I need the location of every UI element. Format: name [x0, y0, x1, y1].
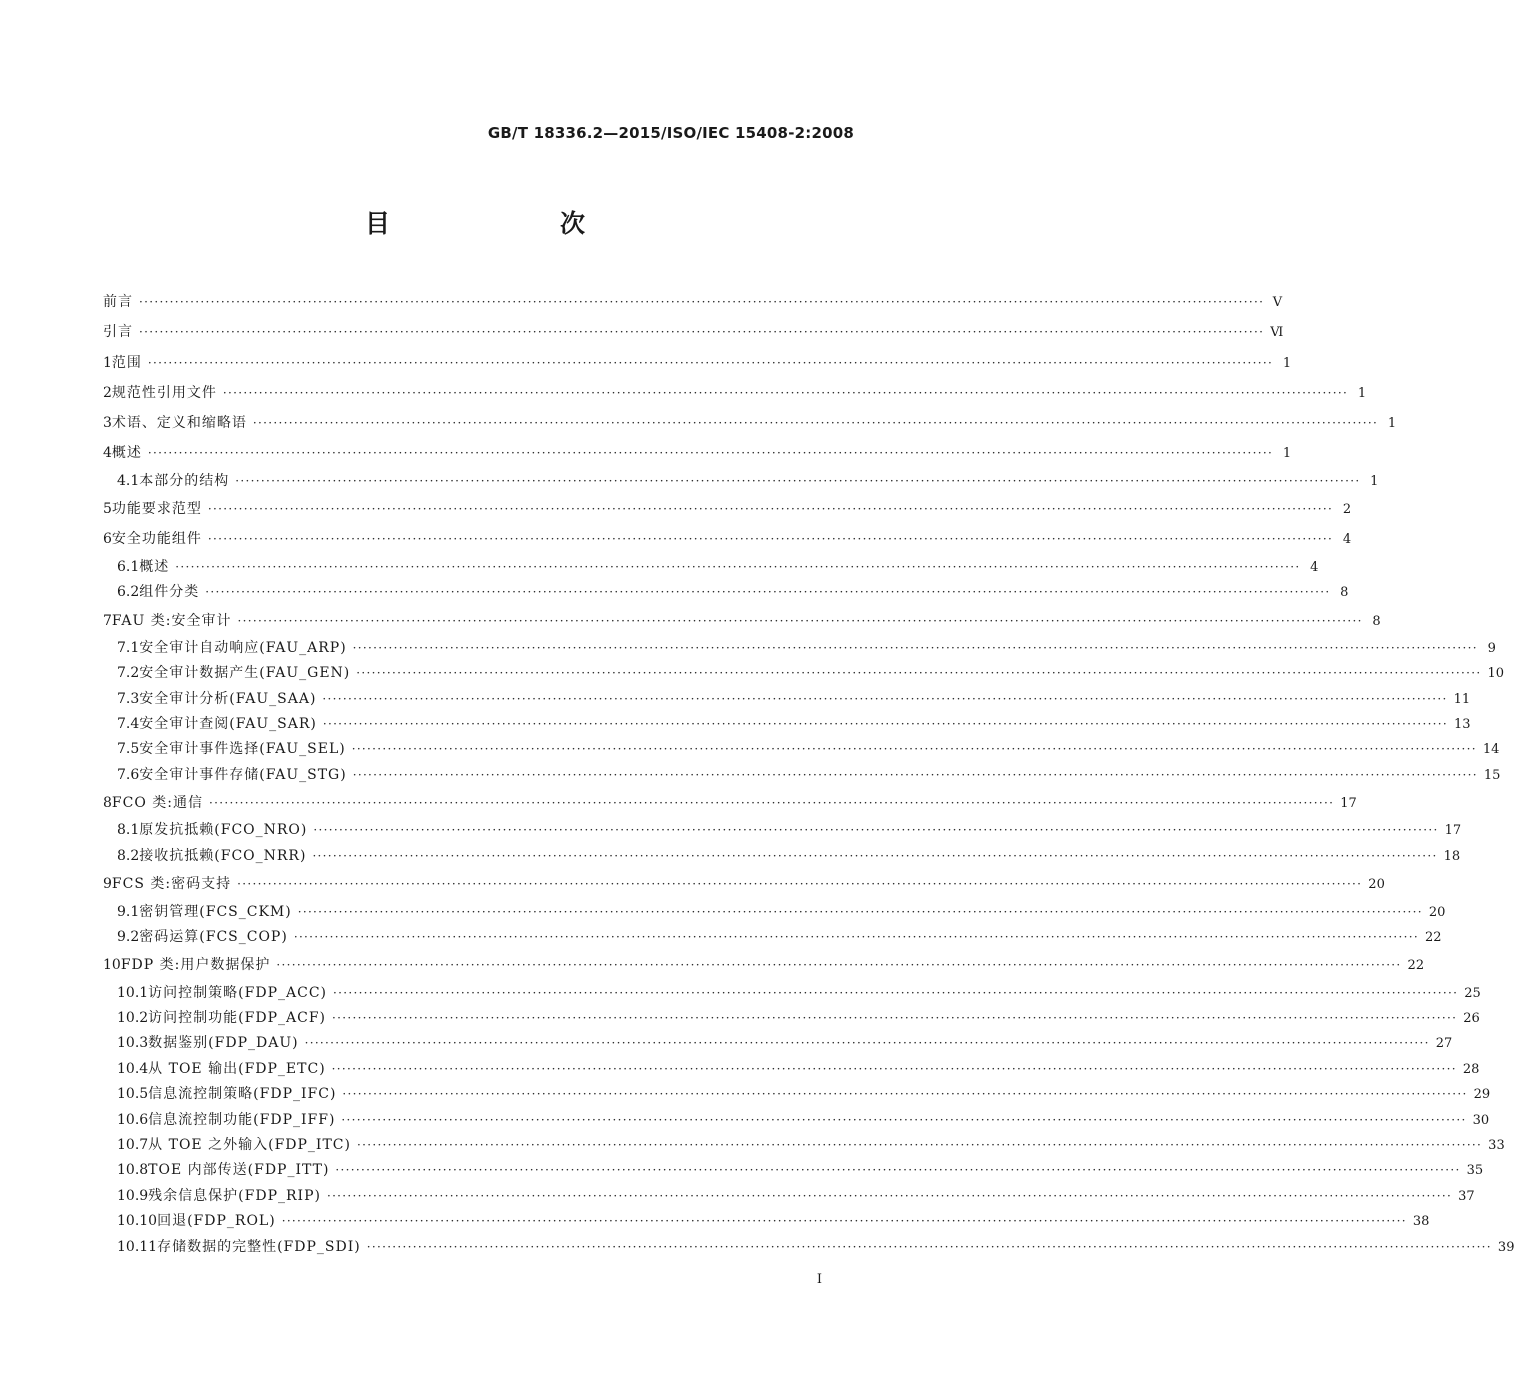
- toc-entry-page: 11: [1453, 691, 1471, 707]
- toc-dot-leader: ····························································································································································································································: [147, 355, 1274, 370]
- toc-dot-leader: ····························································································································································································································: [207, 502, 1334, 517]
- toc-entry-title: TOE 内部传送(FDP_ITT): [148, 1162, 330, 1179]
- toc-entry-page: 8: [1372, 613, 1381, 629]
- toc-dot-leader: ····························································································································································································································: [331, 1061, 1457, 1076]
- toc-entry-number: 10.9: [117, 1187, 149, 1204]
- toc-entry-number: 10.5: [117, 1086, 149, 1103]
- toc-dot-leader: ····························································································································································································································: [322, 717, 1449, 732]
- toc-dot-leader: ····························································································································································································································: [304, 1036, 1430, 1051]
- toc-entry[interactable]: [103, 1158, 1484, 1183]
- toc-entry[interactable]: [103, 869, 1385, 899]
- toc-dot-leader: ····························································································································································································································: [147, 446, 1274, 461]
- toc-dot-leader: ····························································································································································································································: [281, 1214, 1407, 1229]
- toc-entry-page: 1: [1370, 473, 1379, 489]
- toc-dot-leader: ····························································································································································································································: [209, 796, 1335, 811]
- toc-dot-leader: ····························································································································································································································: [205, 585, 1331, 600]
- toc-entry[interactable]: [103, 925, 1442, 950]
- toc-entry[interactable]: [103, 788, 1357, 818]
- toc-entry-number: 9: [103, 876, 112, 893]
- toc-entry[interactable]: [103, 900, 1446, 925]
- toc-entry-page: 22: [1425, 929, 1442, 945]
- toc-entry-page: 29: [1473, 1087, 1491, 1103]
- toc-entry-page: 27: [1435, 1036, 1453, 1052]
- toc-entry-number: 7: [103, 612, 112, 629]
- toc-entry-title: 范围: [111, 354, 142, 371]
- toc-entry-page: 1: [1387, 416, 1397, 432]
- toc-entry-page: 4: [1310, 559, 1319, 575]
- toc-dot-leader: ····························································································································································································································: [356, 1137, 1483, 1152]
- toc-entry-page: 39: [1497, 1239, 1514, 1255]
- toc-entry-page: 8: [1340, 585, 1349, 601]
- toc-entry-page: 9: [1487, 640, 1496, 656]
- toc-dot-leader: ····························································································································································································································: [313, 823, 1439, 838]
- toc-entry-number: 4.1: [117, 472, 140, 489]
- toc-entry[interactable]: [103, 1057, 1480, 1082]
- toc-entry-number: 6: [103, 531, 112, 548]
- toc-entry-page: 4: [1342, 532, 1352, 548]
- toc-dot-leader: ····························································································································································································································: [139, 325, 1265, 340]
- toc-entry-title: 安全审计事件选择(FAU_SEL): [139, 741, 346, 758]
- toc-entry-number: 5: [103, 501, 112, 518]
- toc-entry-title: 概述: [111, 445, 142, 462]
- toc-dot-leader: ····························································································································································································································: [237, 877, 1363, 892]
- toc-entry-title: 引言: [103, 324, 133, 341]
- toc-dot-leader: ····························································································································································································································: [139, 295, 1265, 309]
- toc-entry-title: 功能要求范型: [111, 501, 202, 518]
- toc-entry-number: 7.4: [117, 716, 140, 733]
- toc-dot-leader: ····························································································································································································································: [237, 613, 1363, 628]
- toc-entry[interactable]: [103, 950, 1425, 980]
- page-number: Ⅰ: [816, 1272, 822, 1287]
- toc-entry[interactable]: [103, 661, 1504, 686]
- toc-entry-page: 2: [1342, 502, 1352, 518]
- toc-entry-title: 安全审计自动响应(FAU_ARP): [139, 639, 347, 656]
- toc-entry-page: 22: [1407, 958, 1425, 974]
- toc-entry[interactable]: [103, 1031, 1453, 1056]
- toc-entry-number: 10.7: [117, 1136, 149, 1153]
- toc-entry-page: 37: [1458, 1188, 1475, 1204]
- toc-entry-page: Ⅵ: [1270, 325, 1284, 341]
- toc-entry-title: FDP 类:用户数据保护: [120, 957, 271, 974]
- toc-entry-number: 6.1: [117, 558, 140, 575]
- toc-entry-number: 8.1: [117, 822, 140, 839]
- toc-entry-title: 存储数据的完整性(FDP_SDI): [157, 1238, 361, 1255]
- toc-entry-title: 访问控制功能(FDP_ACF): [148, 1010, 326, 1027]
- toc-dot-leader: ····························································································································································································································: [341, 1112, 1467, 1127]
- toc-entry-title: 信息流控制功能(FDP_IFF): [148, 1111, 336, 1128]
- toc-entry[interactable]: [103, 1006, 1480, 1031]
- toc-dot-leader: ····························································································································································································································: [322, 691, 1448, 706]
- toc-entry[interactable]: [103, 348, 1292, 378]
- toc-entry-page: 20: [1368, 877, 1385, 893]
- toc-entry-page: Ⅴ: [1272, 295, 1283, 310]
- toc-entry-page: 25: [1464, 985, 1481, 1001]
- toc-entry-title: 规范性引用文件: [111, 384, 217, 401]
- toc-entry[interactable]: [103, 981, 1481, 1006]
- toc-entry-title: 原发抗抵赖(FCO_NRO): [139, 822, 308, 839]
- toc-dot-leader: ····························································································································································································································: [276, 958, 1402, 973]
- toc-entry[interactable]: [103, 636, 1496, 661]
- toc-entry[interactable]: [103, 737, 1500, 762]
- toc-entry[interactable]: [103, 524, 1352, 554]
- toc-entry-page: 17: [1444, 823, 1462, 839]
- toc-entry[interactable]: [103, 317, 1284, 347]
- toc-entry[interactable]: [103, 1209, 1430, 1234]
- toc-dot-leader: ····························································································································································································································: [235, 473, 1361, 488]
- toc-dot-leader: ····························································································································································································································: [252, 416, 1379, 431]
- toc-entry[interactable]: [103, 1184, 1475, 1209]
- toc-entry-number: 10.8: [117, 1162, 149, 1179]
- toc-entry-number: 10.3: [117, 1035, 149, 1052]
- toc-entry-number: 7.5: [117, 741, 140, 758]
- toc-entry-page: 1: [1282, 355, 1292, 371]
- toc-entry-title: 本部分的结构: [139, 472, 230, 489]
- toc-dot-leader: ····························································································································································································································: [356, 666, 1482, 681]
- toc-entry-page: 14: [1482, 742, 1500, 758]
- toc-dot-leader: ····························································································································································································································: [342, 1087, 1468, 1102]
- toc-dot-leader: ····························································································································································································································: [297, 904, 1423, 919]
- toc-entry-page: 1: [1282, 446, 1292, 462]
- toc-entry-number: 10.1: [117, 984, 149, 1001]
- toc-entry-number: 10.11: [117, 1238, 158, 1255]
- toc-entry-number: 4: [103, 445, 112, 462]
- toc-entry-number: 2: [103, 384, 112, 401]
- toc-entry-number: 10.2: [117, 1010, 149, 1027]
- toc-entry[interactable]: [103, 712, 1471, 737]
- toc-entry-title: FAU 类:安全审计: [111, 612, 232, 629]
- toc-entry-title: 前言: [103, 294, 133, 310]
- toc-entry-page: 15: [1483, 767, 1501, 783]
- toc-entry-page: 33: [1488, 1137, 1505, 1153]
- toc-entry[interactable]: [103, 606, 1381, 636]
- toc-dot-leader: ····························································································································································································································: [326, 1188, 1453, 1203]
- standard-code-header: GB/T 18336.2—2015/ISO/IEC 15408-2:2008: [487, 124, 854, 142]
- toc-entry[interactable]: [103, 818, 1462, 843]
- toc-entry[interactable]: [103, 494, 1352, 524]
- toc-entry[interactable]: [103, 408, 1397, 438]
- table-of-contents: [103, 287, 1514, 1260]
- toc-entry[interactable]: [103, 378, 1367, 408]
- toc-entry-page: 30: [1472, 1112, 1490, 1128]
- toc-entry-number: 8.2: [117, 847, 140, 864]
- toc-entry[interactable]: [103, 687, 1471, 712]
- toc-dot-leader: ····························································································································································································································: [351, 742, 1477, 757]
- toc-entry[interactable]: [103, 1235, 1514, 1260]
- toc-entry-title: FCS 类:密码支持: [111, 876, 232, 893]
- toc-entry-page: 17: [1340, 796, 1357, 812]
- toc-entry-title: 组件分类: [139, 584, 200, 601]
- toc-entry-number: 10.4: [117, 1060, 149, 1077]
- toc-entry-title: 回退(FDP_ROL): [157, 1213, 276, 1230]
- toc-dot-leader: ····························································································································································································································: [366, 1239, 1492, 1254]
- toc-entry-number: 10.6: [117, 1111, 149, 1128]
- toc-entry-title: 安全审计查阅(FAU_SAR): [139, 716, 317, 733]
- toc-dot-leader: ····························································································································································································································: [207, 532, 1334, 547]
- toc-entry[interactable]: [103, 1108, 1490, 1133]
- page-title: 目 次: [364, 209, 625, 238]
- toc-entry[interactable]: [103, 1133, 1505, 1158]
- toc-entry-number: 7.6: [117, 766, 140, 783]
- toc-entry-page: 20: [1428, 904, 1446, 920]
- toc-entry-title: 接收抗抵赖(FCO_NRR): [139, 847, 307, 864]
- toc-entry-title: 概述: [139, 558, 170, 575]
- toc-entry-title: 从 TOE 输出(FDP_ETC): [148, 1060, 326, 1077]
- toc-dot-leader: ····························································································································································································································: [222, 385, 1349, 400]
- toc-entry-number: 8: [103, 795, 112, 812]
- toc-entry-number: 7.1: [117, 639, 140, 656]
- toc-entry-page: 13: [1454, 717, 1471, 733]
- toc-entry-page: 26: [1463, 1011, 1480, 1027]
- toc-entry[interactable]: [103, 555, 1319, 580]
- toc-entry-page: 35: [1466, 1163, 1484, 1179]
- toc-entry-title: 安全审计数据产生(FAU_GEN): [139, 665, 351, 682]
- toc-entry-number: 1: [103, 354, 112, 371]
- toc-entry-title: 术语、定义和缩略语: [111, 415, 247, 432]
- toc-dot-leader: ····························································································································································································································: [352, 767, 1478, 782]
- toc-entry-title: 数据鉴别(FDP_DAU): [148, 1035, 299, 1052]
- toc-entry-number: 9.1: [117, 903, 140, 920]
- toc-entry-page: 10: [1487, 666, 1504, 682]
- toc-entry-page: 38: [1412, 1214, 1430, 1230]
- toc-entry[interactable]: [103, 580, 1349, 605]
- toc-entry[interactable]: [103, 844, 1461, 869]
- toc-entry-number: 10.10: [117, 1213, 158, 1230]
- toc-entry-number: 3: [103, 415, 112, 432]
- toc-dot-leader: ····························································································································································································································: [352, 640, 1478, 655]
- toc-dot-leader: ····························································································································································································································: [332, 1011, 1458, 1026]
- toc-entry-number: 7.2: [117, 665, 140, 682]
- toc-entry-title: 密钥管理(FCS_CKM): [139, 903, 292, 920]
- toc-entry-title: 密码运算(FCS_COP): [139, 928, 288, 945]
- toc-entry-title: FCO 类:通信: [111, 795, 203, 812]
- toc-entry[interactable]: [103, 469, 1379, 494]
- toc-dot-leader: ····························································································································································································································: [333, 985, 1459, 1000]
- toc-entry-number: 10: [103, 957, 121, 974]
- toc-entry-title: 安全功能组件: [111, 531, 202, 548]
- toc-entry[interactable]: [103, 763, 1501, 788]
- toc-dot-leader: ····························································································································································································································: [175, 559, 1301, 574]
- toc-entry-title: 残余信息保护(FDP_RIP): [148, 1187, 321, 1204]
- toc-entry-title: 安全审计分析(FAU_SAA): [139, 690, 317, 707]
- toc-entry[interactable]: [103, 1082, 1491, 1107]
- toc-entry[interactable]: [103, 287, 1283, 317]
- toc-dot-leader: ····························································································································································································································: [312, 848, 1438, 863]
- toc-dot-leader: ····························································································································································································································: [293, 929, 1420, 944]
- toc-entry-title: 访问控制策略(FDP_ACC): [148, 984, 327, 1001]
- toc-entry-page: 18: [1443, 848, 1461, 864]
- toc-entry[interactable]: [103, 438, 1292, 468]
- toc-entry-number: 7.3: [117, 690, 140, 707]
- toc-entry-title: 从 TOE 之外输入(FDP_ITC): [148, 1136, 351, 1153]
- toc-entry-number: 9.2: [117, 928, 140, 945]
- toc-entry-page: 1: [1357, 385, 1367, 401]
- toc-entry-page: 28: [1462, 1061, 1480, 1077]
- toc-entry-title: 信息流控制策略(FDP_IFC): [148, 1086, 337, 1103]
- toc-dot-leader: ····························································································································································································································: [335, 1163, 1461, 1178]
- toc-entry-title: 安全审计事件存储(FAU_STG): [139, 766, 347, 783]
- toc-entry-number: 6.2: [117, 584, 140, 601]
